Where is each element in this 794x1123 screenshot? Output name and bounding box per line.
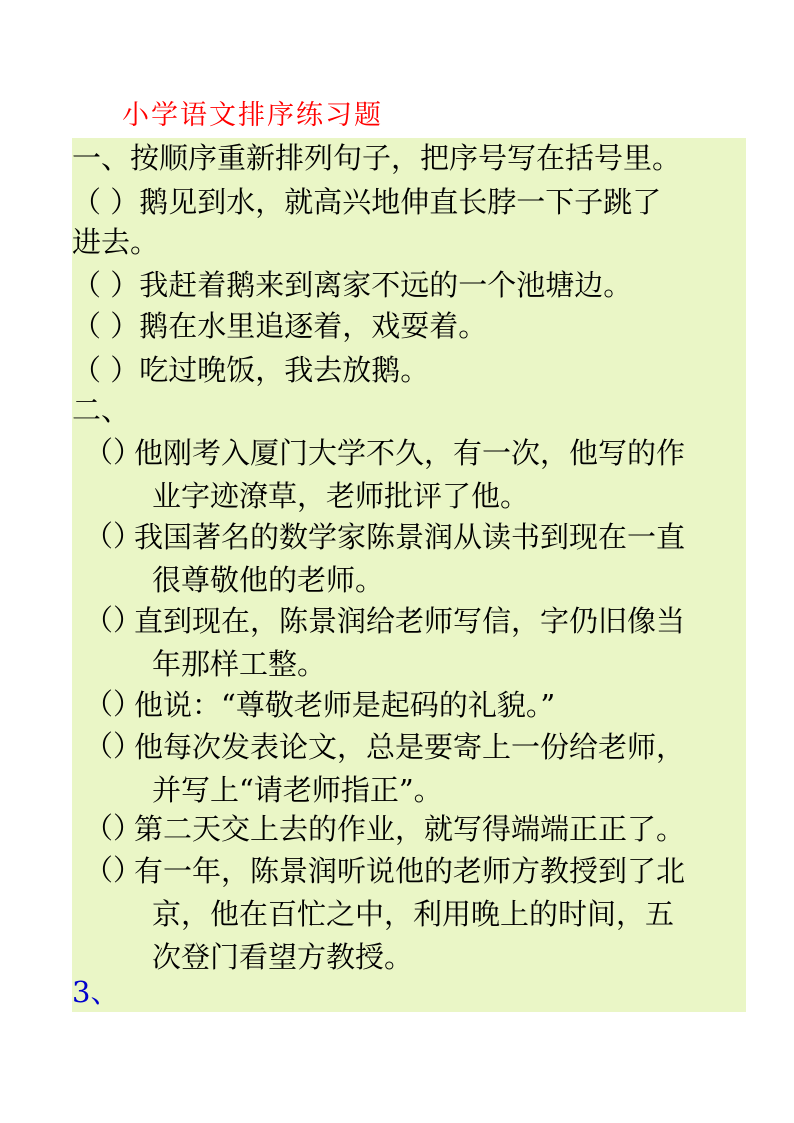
sentence-text xyxy=(134,726,748,812)
sentence-line: 业字迹潦草，老师批评了他。 xyxy=(152,479,530,513)
answer-parenthesis: （） xyxy=(84,519,143,553)
answer-parenthesis: （） xyxy=(84,729,143,763)
sentence-line: 次登门看望方教授。 xyxy=(152,940,414,974)
sentence-text xyxy=(134,850,748,979)
answer-parenthesis: （ ） xyxy=(72,268,140,302)
sentence-text xyxy=(134,684,748,727)
section1-item-3 xyxy=(72,306,487,346)
sentence-line: 并写上“请老师指正”。 xyxy=(152,773,443,807)
answer-parenthesis: （） xyxy=(84,435,143,469)
sentence-line: 他每次发表论文，总是要寄上一份给老师， xyxy=(134,730,686,764)
section3-heading: 3、 xyxy=(72,975,120,1009)
section1-item-1 xyxy=(72,182,661,222)
section1-item-4 xyxy=(72,350,429,390)
answer-parenthesis: （） xyxy=(84,853,143,887)
answer-parenthesis: （） xyxy=(84,603,143,637)
sentence-line: 他说：“尊敬老师是起码的礼貌。” xyxy=(134,688,556,722)
section1-heading: 一、按顺序重新排列句子，把序号写在括号里。 xyxy=(72,141,682,175)
sentence-text: 吃过晚饭，我去放鹅。 xyxy=(139,353,430,387)
sentence-text: 我赶着鹅来到离家不远的一个池塘边。 xyxy=(139,268,633,302)
sentence-line: 很尊敬他的老师。 xyxy=(152,563,385,597)
answer-parenthesis: （） xyxy=(84,687,143,721)
sentence-text: 鹅见到水，就高兴地伸直长脖一下子跳了 xyxy=(139,185,662,219)
sentence-line: 他刚考入厦门大学不久，有一次，他写的作 xyxy=(134,436,686,470)
sentence-line: 有一年，陈景润听说他的老师方教授到了北 xyxy=(134,854,686,888)
sentence-text: 鹅在水里追逐着，戏耍着。 xyxy=(139,309,488,343)
section2-heading: 二、 xyxy=(72,393,131,427)
sentence-line: 京，他在百忙之中，利用晚上的时间，五 xyxy=(152,897,675,931)
sentence-text xyxy=(134,432,748,518)
sentence-line: 我国著名的数学家陈景润从读书到现在一直 xyxy=(134,520,686,554)
sentence-line: 直到现在，陈景润给老师写信，字仍旧像当 xyxy=(134,604,686,638)
answer-parenthesis: （ ） xyxy=(72,185,140,219)
sentence-text xyxy=(134,808,748,851)
sentence-line: 第二天交上去的作业，就写得端端正正了。 xyxy=(134,812,686,846)
page-title: 小学语文排序练习题 xyxy=(122,100,383,131)
section1-item-2 xyxy=(72,265,632,305)
answer-parenthesis: （） xyxy=(84,811,143,845)
section1-item-1-continuation: 进去。 xyxy=(72,225,160,259)
sentence-text xyxy=(134,600,748,686)
sentence-text xyxy=(134,516,748,602)
answer-parenthesis: （ ） xyxy=(72,309,140,343)
answer-parenthesis: （ ） xyxy=(72,353,140,387)
sentence-line: 年那样工整。 xyxy=(152,647,327,681)
